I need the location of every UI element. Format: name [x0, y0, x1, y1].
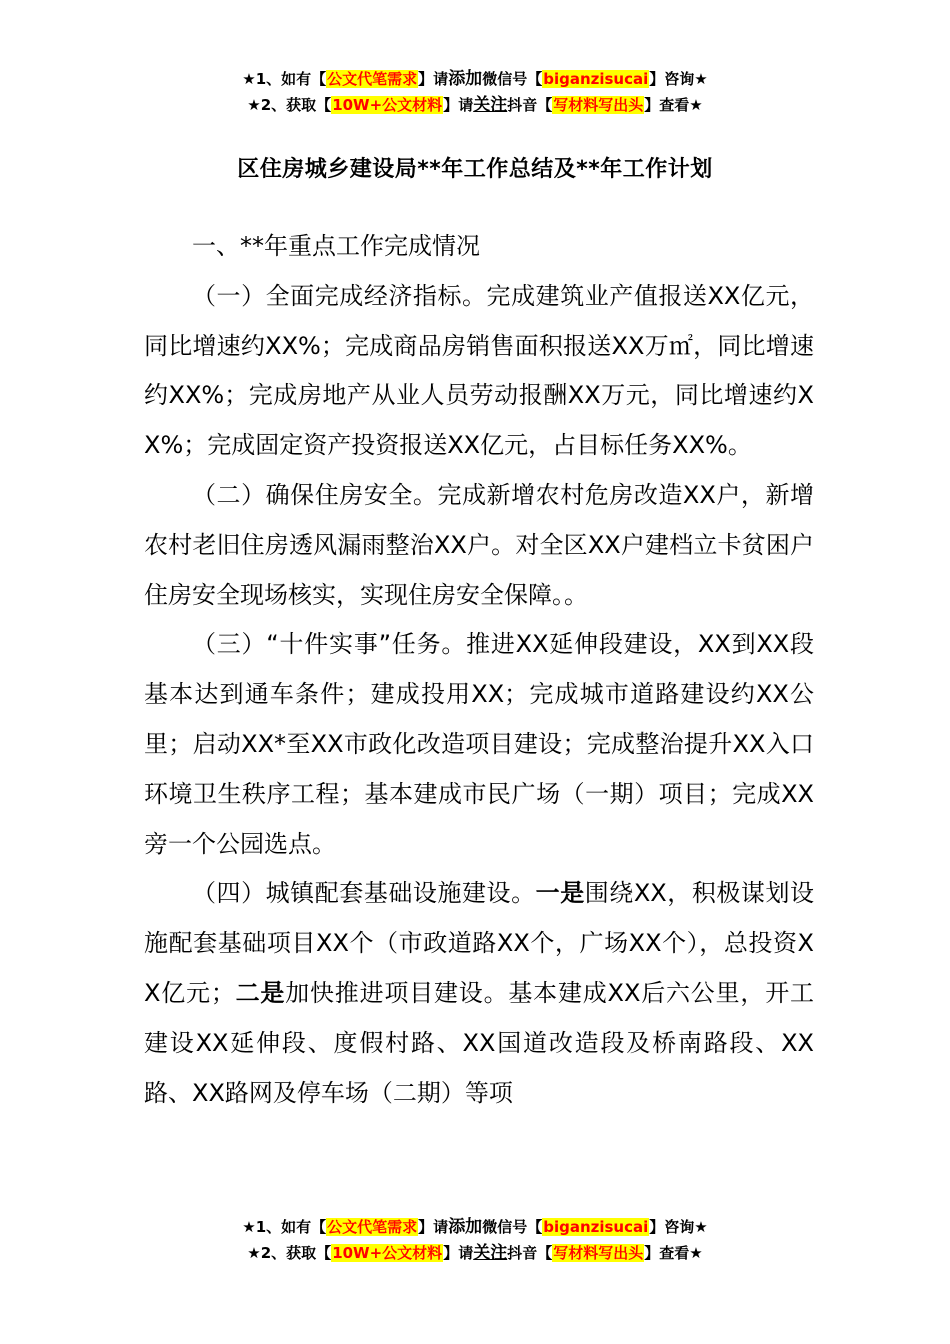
paragraph-ten-tasks: （三）“十件实事”任务。推进XX延伸段建设，XX到XX段基本达到通车条件；建成投用XX；完成城市道路建设约XX公里；启动XX*至XX市政化改造项目建设；完成整治提升XX入口环境卫生秩序工程；基本建成市民广场（一期）项目；完成XX旁一个公园选点。 [144, 630, 814, 858]
banner-line-2: ★2、获取【10W+公文材料】请关注抖音【写材料写出头】查看★ [247, 95, 703, 115]
document-body [144, 222, 814, 1118]
banner-line-1: ★1、如有【公文代笔需求】请添加微信号【biganzisucai】咨询★ [242, 1217, 708, 1237]
banner-line-1: ★1、如有【公文代笔需求】请添加微信号【biganzisucai】咨询★ [242, 69, 708, 89]
header-banner [0, 66, 950, 118]
highlight-douyin: 写材料写出头 [553, 96, 644, 114]
highlight-wechat-id: biganzisucai [543, 1218, 649, 1236]
highlight-materials: 10W+公文材料 [332, 96, 443, 114]
highlight-wechat-id: biganzisucai [543, 70, 649, 88]
paragraph-infrastructure: （四）城镇配套基础设施建设。一是围绕XX，积极谋划设施配套基础项目XX个（市政道路XX个，广场XX个），总投资XX亿元；二是加快推进项目建设。基本建成XX后六公里，开工建设XX延伸段、度假村路、XX国道改造段及桥南路段、XX路、XX路网及停车场（二期）等项 [144, 879, 815, 1107]
paragraph-economic-indicators: （一）全面完成经济指标。完成建筑业产值报送XX亿元，同比增速约XX%；完成商品房销售面积报送XX万㎡，同比增速约XX%；完成房地产从业人员劳动报酬XX万元，同比增速约XX%；完成固定资产投资报送XX亿元，占目标任务XX%。 [144, 281, 814, 460]
footer-banner [0, 1214, 950, 1266]
paragraph-housing-safety: （二）确保住房安全。完成新增农村危房改造XX户，新增农村老旧住房透风漏雨整治XX户。对全区XX户建档立卡贫困户住房安全现场核实，实现住房安全保障。。 [144, 480, 814, 609]
highlight-materials: 10W+公文材料 [332, 1244, 443, 1262]
highlight-service: 公文代笔需求 [327, 70, 418, 88]
banner-line-2: ★2、获取【10W+公文材料】请关注抖音【写材料写出头】查看★ [247, 1243, 703, 1263]
document-title: 区住房城乡建设局**年工作总结及**年工作计划 [237, 157, 713, 182]
highlight-service: 公文代笔需求 [327, 1218, 418, 1236]
section-heading: 一、**年重点工作完成情况 [192, 232, 480, 260]
highlight-douyin: 写材料写出头 [553, 1244, 644, 1262]
